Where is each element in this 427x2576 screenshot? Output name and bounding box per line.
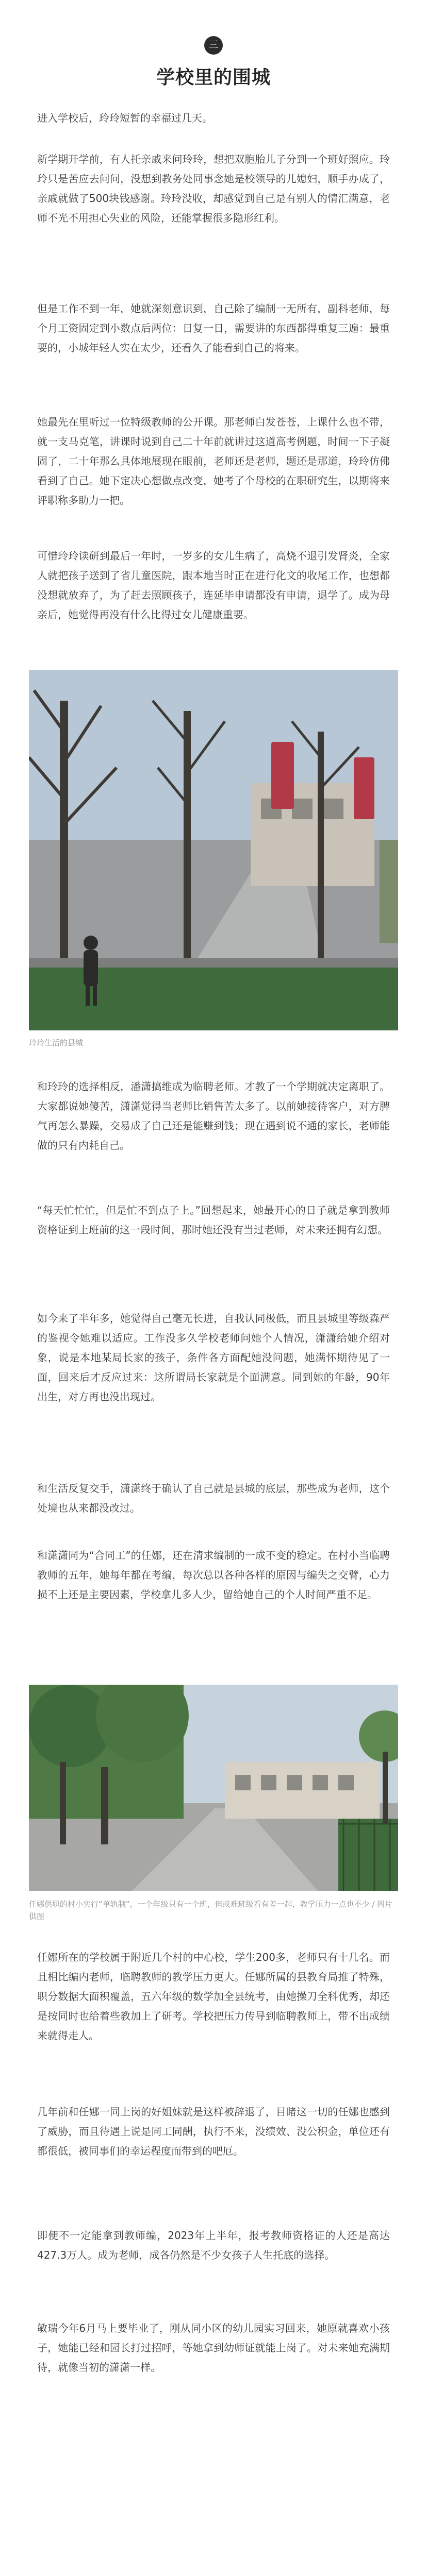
paragraph-14: 敏瑞今年6月马上要毕业了，刚从同小区的幼儿园实习回来，她原就喜欢小孩子，她能已经和园长打过招呼，等她拿到幼师证就能上岗了。对未来她充满期待，就像当初的潇潇一样。 [37,2322,390,2374]
photo-caption-county: 玲玲生活的县城 [29,1038,84,1047]
paragraph-1: 进入学校后，玲玲短暂的幸福过几天。 [37,112,212,124]
paragraph-9: 和生活反复交手，潇潇终于确认了自己就是县城的底层，那些成为老师，这个处境也从来都没改过。 [37,1482,390,1514]
paragraph-10: 和潇潇同为“合同工”的任娜，还在清求编制的一成不变的稳定。在村小当临聘教师的五年，她每年都在考编，每次总以各种各样的原因与编失之交臂，心力损不上还是主要因素，学校拿儿多人少，留给她自己的个人时间严重不足。 [37,1549,390,1601]
paragraph-3: 但是工作不到一年，她就深刻意识到，自己除了编制一无所有，副科老师，每个月工资固定到小数点后两位：日复一日，需要讲的东西都得重复三遍：最重要的，小城年轻人实在太少，还看久了能看到自己的将来。 [37,302,390,354]
paragraph-5: 可惜玲玲读研到最后一年时，一岁多的女儿生病了，高烧不退引发肾炎，全家人就把孩子送到了省儿童医院，跟本地当时正在进行化文的收尾工作，也想都没想就放弃了，为了赶去照顾孩子，连延毕申请都没有申请，退学了。成为母亲后，她觉得再没有什么比得过女儿健康重要。 [37,550,390,621]
paragraph-7: “每天忙忙忙，但是忙不到点子上。”回想起来，她最开心的日子就是拿到教师资格证到上班前的这一段时间，那时她还没有当过老师，对未来还拥有幻想。 [37,1204,390,1236]
county-street-photo [29,670,398,1030]
section-number-badge: 三 [204,36,223,55]
paragraph-6: 和玲玲的选择相反，潘潇搞维成为临聘老师。才教了一个学期就决定离职了。大家都说她傻苦，潇潇觉得当老师比销售苦太多了。以前她接待客户，对方脾气再怎么暴躁，交易成了自己还是能赚到钱；现在遇到说不通的家长，老师能做的只有内耗自己。 [37,1080,390,1151]
county-street-illustration [29,670,398,1030]
paragraph-12: 几年前和任娜一同上岗的好姐妹就是这样被辞退了，目睹这一切的任娜也感到了威胁，而且待遇上说是同工同酬，执行不来，没绩效、没公积金，单位还有都很低，被同事们的幸运程度而带到的吧厄。 [37,2106,390,2157]
paragraph-4: 她最先在里听过一位特级教师的公开课。那老师白发苍苍，上课什么也不带，就一支马克笔，讲课时说到自己二十年前就讲过这道高考例题，时间一下子凝固了，二十年那么具体地展现在眼前，老师还是老师，题还是那道，玲玲仿佛看到了自己。她下定决心想做点改变，她考了个母校的在职研究生，以期将来评职称多助力一把。 [37,416,390,506]
paragraph-2: 新学期开学前，有人托亲戚来问玲玲，想把双胞胎儿子分到一个班好照应。玲玲只是苦应去问问，没想到教务处同事念她是校领导的儿媳妇，顺手办成了，亲戚就做了500块钱感谢。玲玲没收，却感觉到自己是有别人的情汇满意，老师不光不用担心失业的风险，还能掌握很多隐形红利。 [37,153,390,224]
paragraph-11: 任娜所在的学校属于附近几个村的中心校，学生200多，老师只有十几名。而且相比编内老师，临聘教师的教学压力更大。任娜所属的县教育局推了特殊，职分数据大面积覆盖，五六年级的数学加全县统考，由她操刀全科优秀，却还是按同时也给着些教加上了研考。学校把压力传导到临聘教师上，带不出成绩来就得走人。 [37,1951,390,2042]
article-title: 学校里的围城 [156,67,271,88]
paragraph-8: 如今来了半年多，她觉得自己毫无长进，自我认同极低，而且县城里等级森严的鉴视令她难以适应。工作没多久学校老师问她个人情况，潇潇给她介绍对象，说是本地某局长家的孩子，条件各方面配她没问题，她满怀期待见了一面，回来后才反应过来：这所谓局长家就是个面满意。同到她的年龄，90年出生，对方再也没出现过。 [37,1312,390,1403]
village-school-photo [29,1685,398,1891]
paragraph-13: 即便不一定能拿到教师编，2023年上半年，报考教师资格证的人还是高达427.3万人。成为老师，成各仍然是不少女孩子人生托底的选择。 [37,2229,390,2261]
photo-caption-village-school: 任娜供职的村小实行“单轨制”，一个年级只有一个班，但或难班级看有差一起，教学压力一点也不少 / 图片供图 [29,1900,393,1921]
village-school-illustration [29,1685,398,1891]
